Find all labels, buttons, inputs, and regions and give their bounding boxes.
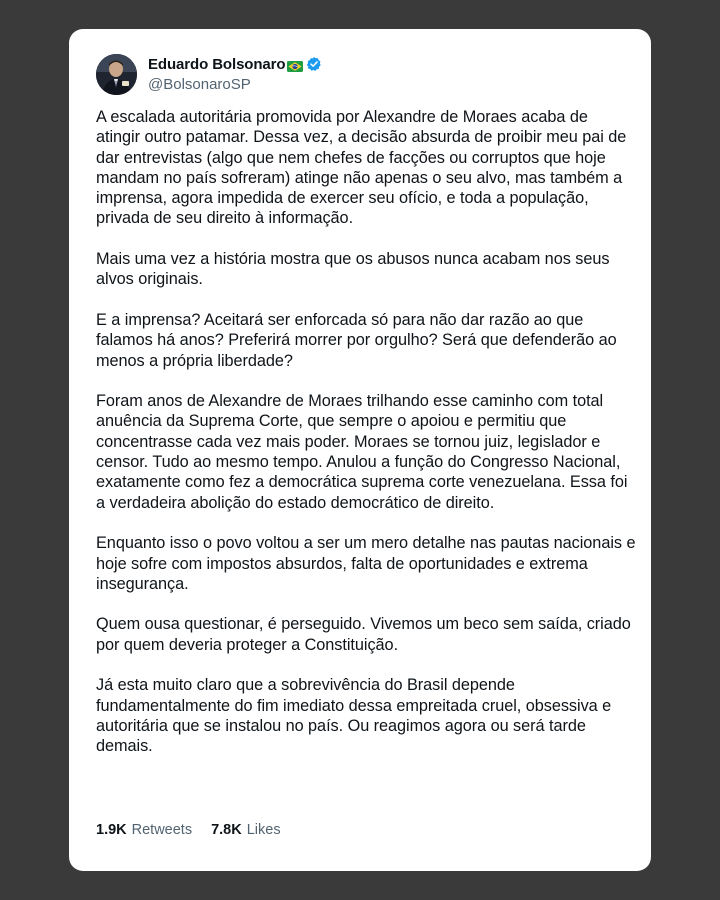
likes-count: 7.8K [211,822,242,838]
retweets-stat[interactable] [96,822,192,838]
author-handle[interactable]: @BolsonaroSP [148,76,251,93]
tweet-paragraph: Enquanto isso o povo voltou a ser um mero detalhe nas pautas nacionais e hoje sofre com impostos absurdos, falta de oportunidades e extrema insegurança. [96,534,636,593]
avatar-portrait-icon [96,54,137,95]
avatar[interactable] [96,54,137,95]
tweet-paragraph: Quem ousa questionar, é perseguido. Vivemos um beco sem saída, criado por quem deveria proteger a Constituição. [96,615,631,654]
retweets-label: Retweets [131,822,193,838]
display-name[interactable]: Eduardo Bolsonaro [148,55,286,73]
author-names [148,54,322,95]
likes-label: Likes [246,822,281,838]
verified-badge-icon [306,56,322,72]
tweet-paragraph: Mais uma vez a história mostra que os abusos nunca acabam nos seus alvos originais. [96,250,610,289]
tweet-text [96,107,636,777]
name-row [148,54,322,74]
tweet-paragraph: E a imprensa? Aceitará ser enforcada só para não dar razão ao que falamos há anos? Preferirá morrer por orgulho? Será que defenderão ao menos a própria liberdade? [96,310,617,370]
tweet-paragraph: Já esta muito claro que a sobrevivência do Brasil depende fundamentalmente do fim imediato dessa empreitada cruel, obsessiva e autoritária que se instalou no país. Ou reagimos agora ou será tarde demais. [96,676,612,756]
brazil-flag-icon [287,59,303,70]
tweet-header [96,54,322,95]
retweets-count: 1.9K [96,822,127,838]
tweet-paragraph: A escalada autoritária promovida por Alexandre de Moraes acaba de atingir outro patamar. Dessa vez, a decisão absurda de proibir meu pai de dar entrevistas (algo que nem chefes de facções ou corruptos que hoje mandam no país sofreram) atinge não apenas o seu alvo, mas também a imprensa, agora impedida de exercer seu ofício, e toda a população, privada de seu direito à informação. [96,108,627,228]
tweet-card [69,29,651,871]
likes-stat[interactable] [211,822,281,838]
tweet-stats [96,822,300,838]
tweet-paragraph: Foram anos de Alexandre de Moraes trilhando esse caminho com total anuência da Suprema Corte, que sempre o apoiou e permitiu que concentrasse cada vez mais poder. Moraes se tornou juiz, legislador e censor. Tudo ao mesmo tempo. Anulou a função do Congresso Nacional, exatamente como fez a democrática suprema corte venezuelana. Essa foi a verdadeira abolição do estado democrático de direito. [96,392,628,512]
